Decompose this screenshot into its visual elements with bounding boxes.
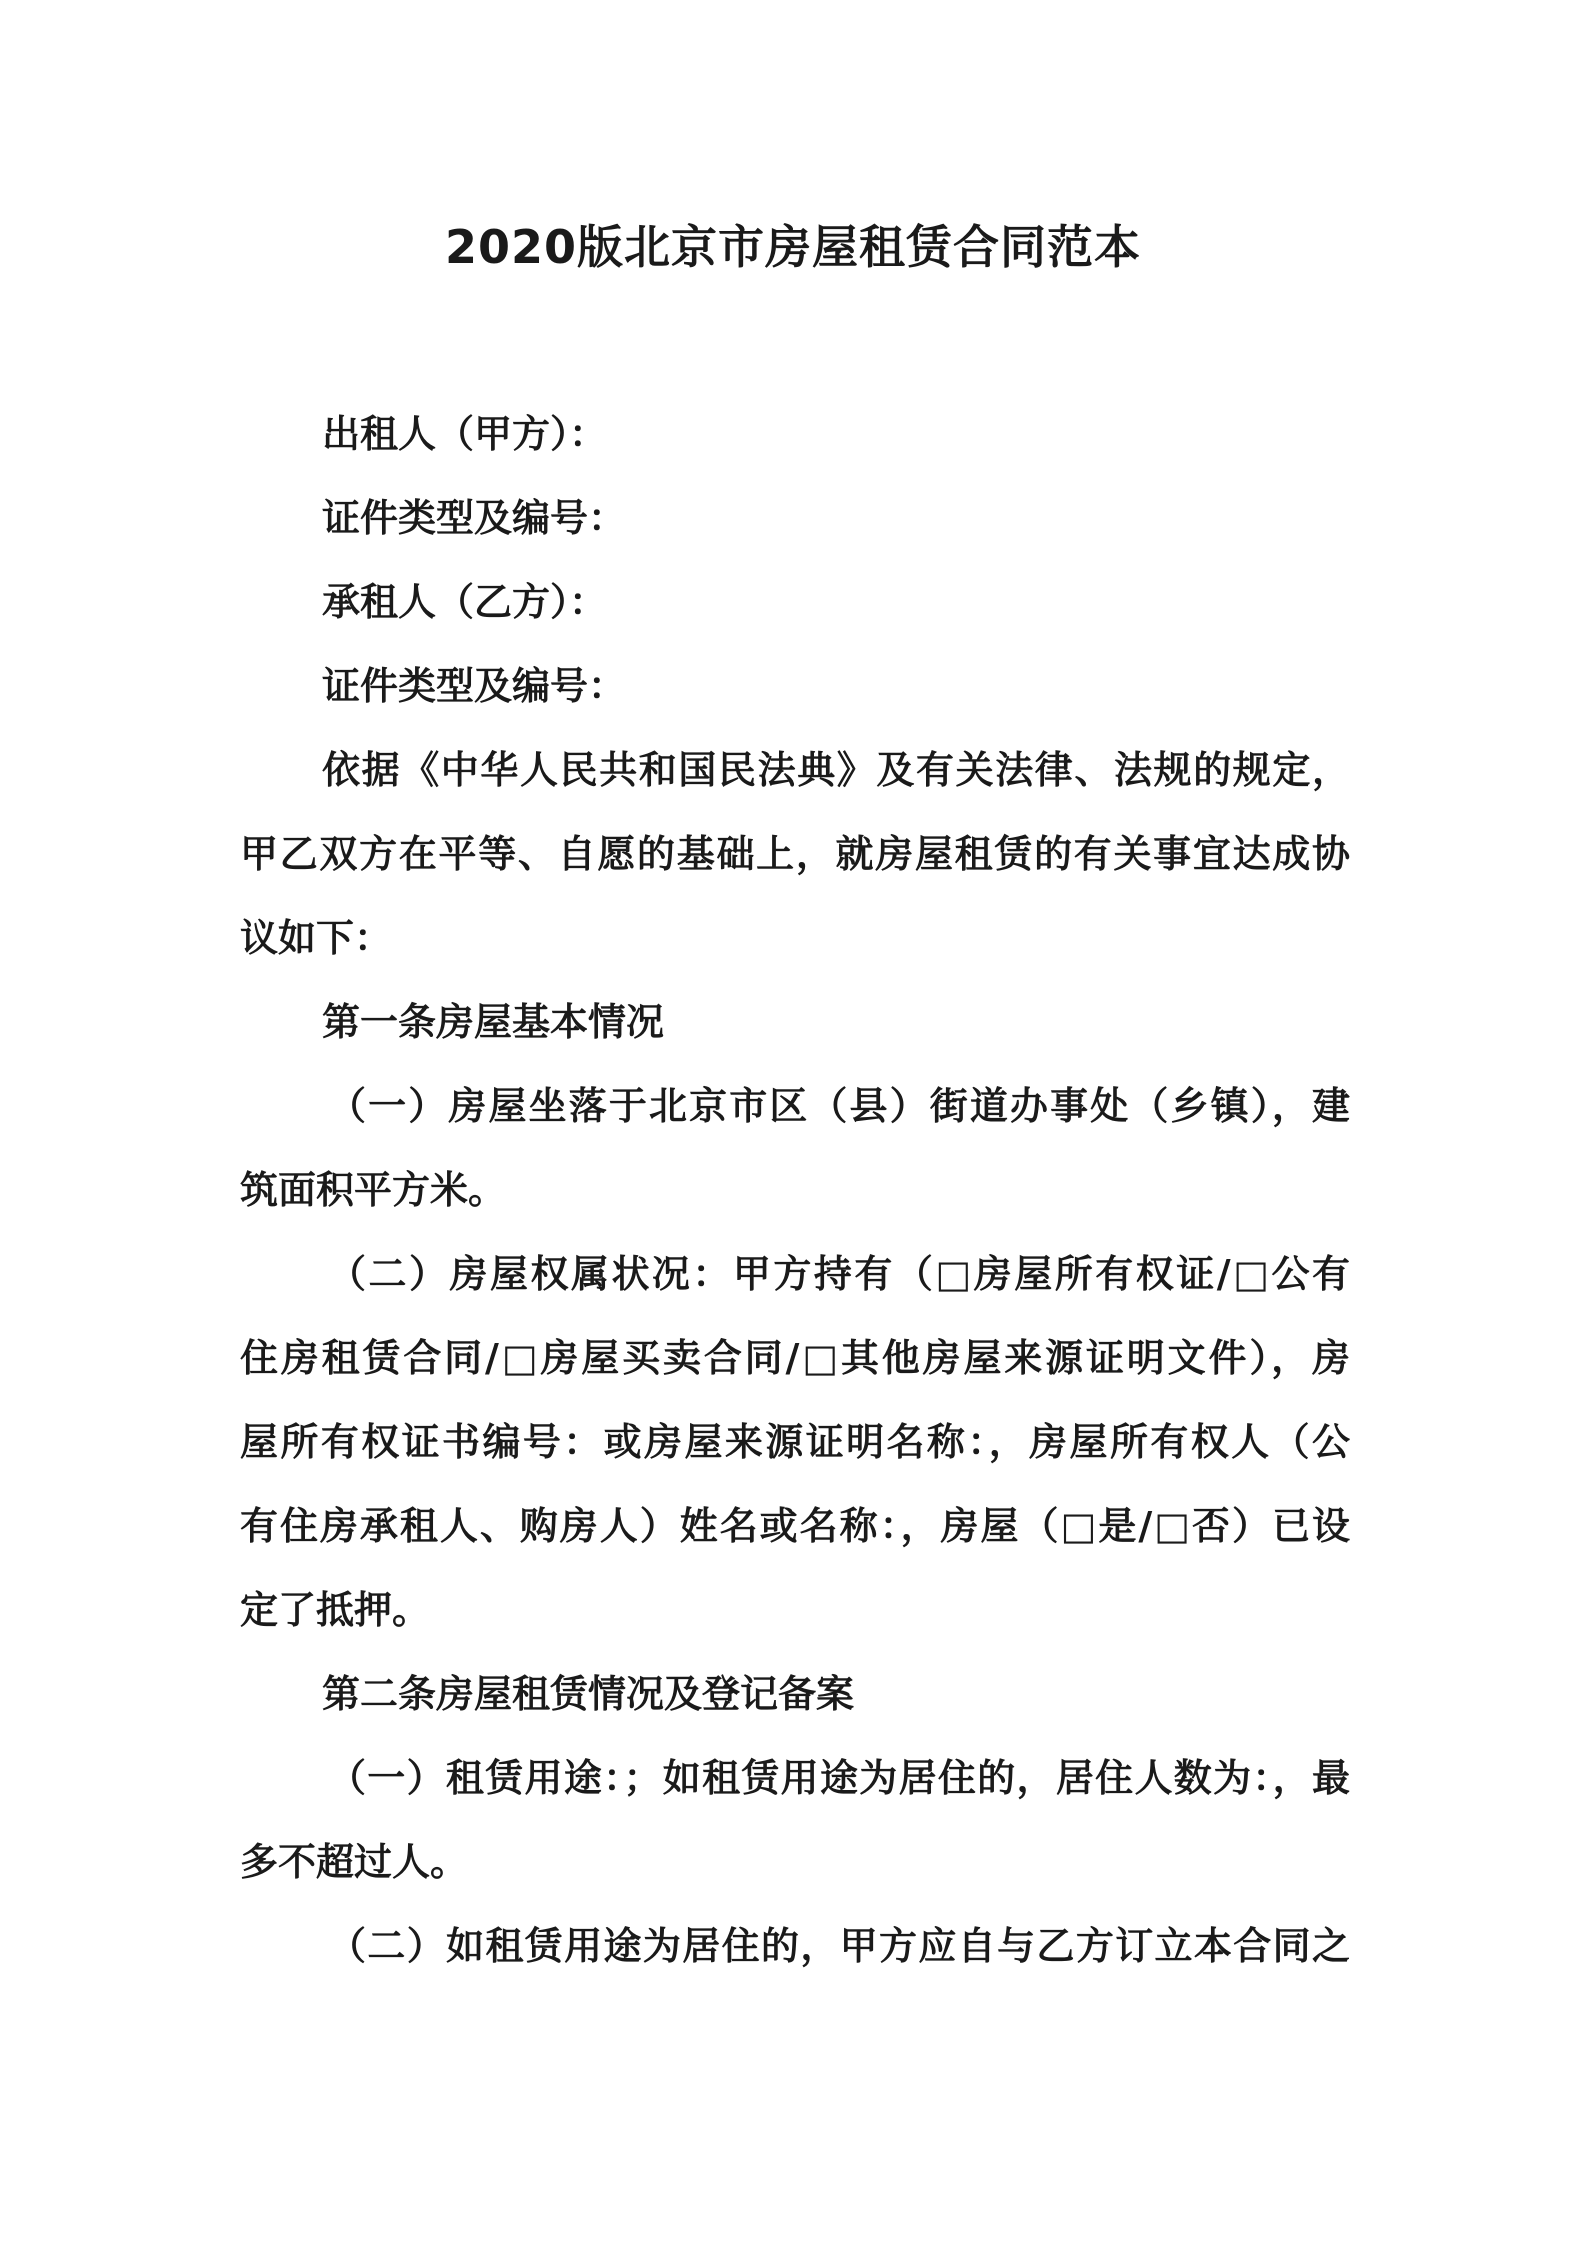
article-1-item-2-line-3: 屋所有权证书编号：或房屋来源证明名称：，房屋所有权人（公 xyxy=(240,1420,1350,1464)
article-2-item-1-line-1: （一）租赁用途：；如租赁用途为居住的，居住人数为：，最 xyxy=(328,1756,1350,1800)
article-1-item-2-line-1: （二）房屋权属状况：甲方持有（□房屋所有权证/□公有 xyxy=(328,1252,1350,1296)
article-2-item-2-line-1: （二）如租赁用途为居住的，甲方应自与乙方订立本合同之 xyxy=(328,1924,1350,1968)
article-1-item-2-line-5: 定了抵押。 xyxy=(240,1588,431,1632)
article-2-heading: 第二条房屋租赁情况及登记备案 xyxy=(322,1672,855,1716)
preamble-line-1: 依据《中华人民共和国民法典》及有关法律、法规的规定， xyxy=(322,748,1350,792)
article-1-item-1-line-2: 筑面积平方米。 xyxy=(240,1168,507,1212)
article-2-item-1-line-2: 多不超过人。 xyxy=(240,1840,469,1884)
lessee-line: 承租人（乙方）： xyxy=(322,580,608,624)
lessor-id-line: 证件类型及编号： xyxy=(322,496,627,540)
lessee-id-line: 证件类型及编号： xyxy=(322,664,627,708)
document-title: 2020版北京市房屋租赁合同范本 xyxy=(444,220,1142,274)
preamble-line-2: 甲乙双方在平等、自愿的基础上，就房屋租赁的有关事宜达成协 xyxy=(240,832,1350,876)
parties-section xyxy=(240,392,1350,1988)
article-1-item-2-line-4: 有住房承租人、购房人）姓名或名称：，房屋（□是/□否）已设 xyxy=(240,1504,1350,1548)
article-1-item-2-line-2: 住房租赁合同/□房屋买卖合同/□其他房屋来源证明文件），房 xyxy=(240,1336,1350,1380)
article-1-item-1-line-1: （一）房屋坐落于北京市区（县）街道办事处（乡镇），建 xyxy=(328,1084,1350,1128)
preamble-line-3: 议如下： xyxy=(240,916,393,960)
lessor-line: 出租人（甲方）： xyxy=(322,412,608,456)
article-1-heading: 第一条房屋基本情况 xyxy=(322,1000,665,1044)
